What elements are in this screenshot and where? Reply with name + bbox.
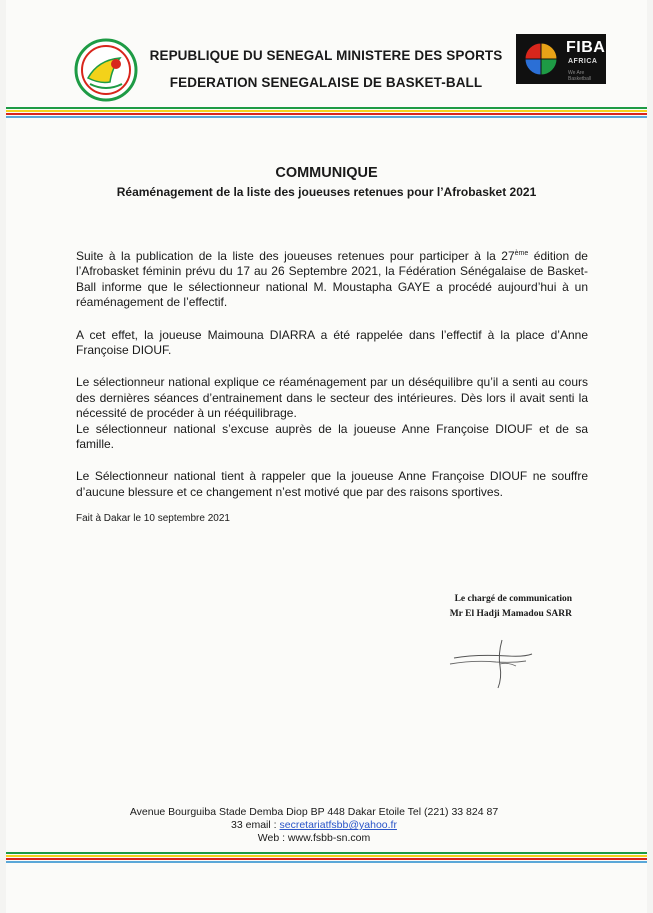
header-stripes <box>6 107 647 119</box>
document-page <box>6 0 647 913</box>
footer-contact <box>94 806 534 845</box>
letterhead-federation: FEDERATION SENEGALAISE DE BASKET-BALL <box>169 75 483 90</box>
communique-heading <box>6 164 647 201</box>
fiba-wordmark: FIBA <box>566 39 606 56</box>
footer-address: Avenue Bourguiba Stade Demba Diop BP 448 Dakar Etoile Tel (221) 33 824 87 <box>129 806 499 818</box>
fsbb-emblem-icon <box>74 38 138 102</box>
paragraph-announcement: Suite à la publication de la liste des joueuses retenues pour participer à la 27ème édition de l’Afrobasket féminin prévu du 17 au 26 Septembre 2021, la Fédération Sénégalaise de Basket-Ball informe que le sélectionneur national M. Moustapha GAYE a procédé aujourd’hui à un réaménagement de l’effectif. <box>76 249 588 310</box>
footer-website: Web : www.fsbb-sn.com <box>257 832 371 844</box>
letterhead-ministry: REPUBLIQUE DU SENEGAL MINISTERE DES SPORTS <box>149 48 503 63</box>
document-title: COMMUNIQUE <box>275 165 378 181</box>
fiba-africa-logo <box>516 34 606 84</box>
signatory <box>386 592 572 622</box>
email-link[interactable]: secretariatfsbb@yahoo.fr <box>279 819 397 831</box>
signatory-name: Mr El Hadji Mamadou SARR <box>449 609 572 619</box>
paragraph-apology: Le sélectionneur national s’excuse auprès de la joueuse Anne Françoise DIOUF et de sa famille. <box>76 421 588 452</box>
place-and-date: Fait à Dakar le 10 septembre 2021 <box>76 513 230 524</box>
paragraph-replacement: A cet effet, la joueuse Maimouna DIARRA a été rappelée dans l’effectif à la place d’Anne Françoise DIOUF. <box>76 327 588 358</box>
document-subtitle: Réaménagement de la liste des joueuses retenues pour l’Afrobasket 2021 <box>116 185 537 199</box>
fiba-tagline: We Are Basketball <box>568 70 592 82</box>
fiba-ball-icon <box>522 39 560 79</box>
footer-stripes <box>6 852 647 864</box>
signatory-role: Le chargé de communication <box>454 594 572 604</box>
paragraph-clarification: Le Sélectionneur national tient à rappeler que la joueuse Anne Françoise DIOUF ne souffre d’aucune blessure et ce changement n’est motivé que par des raisons sportives. <box>76 469 588 499</box>
handwritten-signature <box>446 634 536 694</box>
paragraph-explanation: Le sélectionneur national explique ce réaménagement par un déséquilibre qu’il a senti au cours des dernières séances d’entrainement dans le secteur des intérieures. Dès lors il avait senti la nécessité de procéder à un rééquilibrage. <box>76 375 588 421</box>
letterhead <box>146 42 506 96</box>
fiba-region: AFRICA <box>568 58 598 65</box>
communique-body <box>76 246 588 517</box>
footer-email-line: 33 email : secretariatfsbb@yahoo.fr <box>231 819 397 831</box>
